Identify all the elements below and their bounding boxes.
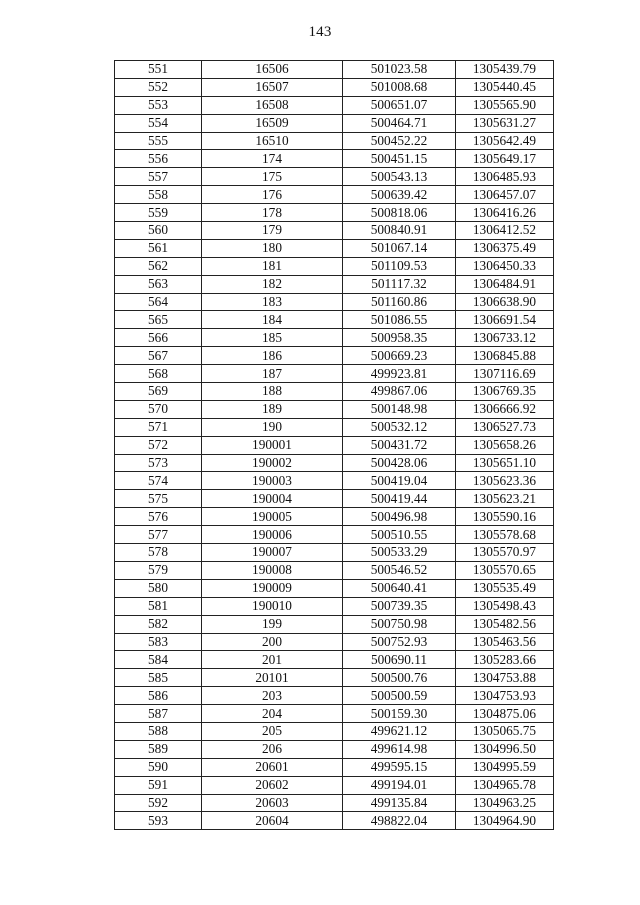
- y-coordinate-cell: 1306638.90: [456, 293, 554, 311]
- table-row: [115, 78, 554, 96]
- table-row: [115, 383, 554, 401]
- table-row: [115, 239, 554, 257]
- coordinates-table: [114, 60, 554, 830]
- point-id-cell: 20601: [202, 758, 343, 776]
- point-id-cell: 16508: [202, 96, 343, 114]
- row-number-cell: 576: [115, 508, 202, 526]
- point-id-cell: 190002: [202, 454, 343, 472]
- x-coordinate-cell: 500159.30: [343, 705, 456, 723]
- y-coordinate-cell: 1306457.07: [456, 186, 554, 204]
- point-id-cell: 190003: [202, 472, 343, 490]
- point-id-cell: 20602: [202, 776, 343, 794]
- point-id-cell: 16510: [202, 132, 343, 150]
- point-id-cell: 205: [202, 722, 343, 740]
- point-id-cell: 20603: [202, 794, 343, 812]
- row-number-cell: 567: [115, 347, 202, 365]
- table-row: [115, 454, 554, 472]
- x-coordinate-cell: 500500.76: [343, 669, 456, 687]
- table-row: [115, 61, 554, 79]
- y-coordinate-cell: 1305065.75: [456, 722, 554, 740]
- x-coordinate-cell: 500818.06: [343, 204, 456, 222]
- y-coordinate-cell: 1304996.50: [456, 740, 554, 758]
- y-coordinate-cell: 1305651.10: [456, 454, 554, 472]
- y-coordinate-cell: 1306484.91: [456, 275, 554, 293]
- y-coordinate-cell: 1305642.49: [456, 132, 554, 150]
- row-number-cell: 587: [115, 705, 202, 723]
- point-id-cell: 186: [202, 347, 343, 365]
- x-coordinate-cell: 499614.98: [343, 740, 456, 758]
- table-row: [115, 687, 554, 705]
- x-coordinate-cell: 499135.84: [343, 794, 456, 812]
- table-row: [115, 436, 554, 454]
- point-id-cell: 201: [202, 651, 343, 669]
- table-row: [115, 597, 554, 615]
- x-coordinate-cell: 500669.23: [343, 347, 456, 365]
- point-id-cell: 176: [202, 186, 343, 204]
- table-row: [115, 400, 554, 418]
- row-number-cell: 563: [115, 275, 202, 293]
- row-number-cell: 555: [115, 132, 202, 150]
- row-number-cell: 552: [115, 78, 202, 96]
- point-id-cell: 190008: [202, 561, 343, 579]
- table-row: [115, 293, 554, 311]
- table-row: [115, 794, 554, 812]
- x-coordinate-cell: 500464.71: [343, 114, 456, 132]
- x-coordinate-cell: 500148.98: [343, 400, 456, 418]
- point-id-cell: 189: [202, 400, 343, 418]
- x-coordinate-cell: 500419.04: [343, 472, 456, 490]
- row-number-cell: 584: [115, 651, 202, 669]
- x-coordinate-cell: 500546.52: [343, 561, 456, 579]
- y-coordinate-cell: 1306527.73: [456, 418, 554, 436]
- x-coordinate-cell: 499867.06: [343, 383, 456, 401]
- row-number-cell: 558: [115, 186, 202, 204]
- row-number-cell: 553: [115, 96, 202, 114]
- page-number: 143: [308, 24, 332, 40]
- y-coordinate-cell: 1306412.52: [456, 222, 554, 240]
- point-id-cell: 182: [202, 275, 343, 293]
- row-number-cell: 577: [115, 526, 202, 544]
- row-number-cell: 565: [115, 311, 202, 329]
- row-number-cell: 571: [115, 418, 202, 436]
- x-coordinate-cell: 498822.04: [343, 812, 456, 830]
- point-id-cell: 200: [202, 633, 343, 651]
- point-id-cell: 190001: [202, 436, 343, 454]
- x-coordinate-cell: 500739.35: [343, 597, 456, 615]
- point-id-cell: 190: [202, 418, 343, 436]
- x-coordinate-cell: 500840.91: [343, 222, 456, 240]
- point-id-cell: 184: [202, 311, 343, 329]
- table-row: [115, 347, 554, 365]
- table-row: [115, 114, 554, 132]
- y-coordinate-cell: 1304995.59: [456, 758, 554, 776]
- x-coordinate-cell: 500428.06: [343, 454, 456, 472]
- x-coordinate-cell: 500431.72: [343, 436, 456, 454]
- point-id-cell: 190007: [202, 544, 343, 562]
- y-coordinate-cell: 1304964.90: [456, 812, 554, 830]
- table-row: [115, 257, 554, 275]
- y-coordinate-cell: 1305631.27: [456, 114, 554, 132]
- row-number-cell: 554: [115, 114, 202, 132]
- table-row: [115, 275, 554, 293]
- x-coordinate-cell: 501109.53: [343, 257, 456, 275]
- row-number-cell: 559: [115, 204, 202, 222]
- point-id-cell: 185: [202, 329, 343, 347]
- row-number-cell: 570: [115, 400, 202, 418]
- row-number-cell: 583: [115, 633, 202, 651]
- row-number-cell: 582: [115, 615, 202, 633]
- row-number-cell: 568: [115, 365, 202, 383]
- point-id-cell: 187: [202, 365, 343, 383]
- row-number-cell: 588: [115, 722, 202, 740]
- row-number-cell: 579: [115, 561, 202, 579]
- x-coordinate-cell: 500750.98: [343, 615, 456, 633]
- x-coordinate-cell: 500639.42: [343, 186, 456, 204]
- row-number-cell: 590: [115, 758, 202, 776]
- point-id-cell: 16506: [202, 61, 343, 79]
- y-coordinate-cell: 1304875.06: [456, 705, 554, 723]
- table-row: [115, 776, 554, 794]
- table-row: [115, 579, 554, 597]
- table-row: [115, 96, 554, 114]
- row-number-cell: 581: [115, 597, 202, 615]
- table-row: [115, 561, 554, 579]
- x-coordinate-cell: 500500.59: [343, 687, 456, 705]
- row-number-cell: 593: [115, 812, 202, 830]
- point-id-cell: 181: [202, 257, 343, 275]
- table-row: [115, 722, 554, 740]
- point-id-cell: 16509: [202, 114, 343, 132]
- y-coordinate-cell: 1306485.93: [456, 168, 554, 186]
- table-row: [115, 758, 554, 776]
- table-row: [115, 311, 554, 329]
- table-body: [115, 61, 554, 830]
- y-coordinate-cell: 1306845.88: [456, 347, 554, 365]
- table-row: [115, 651, 554, 669]
- y-coordinate-cell: 1306691.54: [456, 311, 554, 329]
- row-number-cell: 591: [115, 776, 202, 794]
- x-coordinate-cell: 499923.81: [343, 365, 456, 383]
- y-coordinate-cell: 1305283.66: [456, 651, 554, 669]
- x-coordinate-cell: 501160.86: [343, 293, 456, 311]
- table-row: [115, 150, 554, 168]
- point-id-cell: 20604: [202, 812, 343, 830]
- x-coordinate-cell: 500958.35: [343, 329, 456, 347]
- row-number-cell: 592: [115, 794, 202, 812]
- y-coordinate-cell: 1306733.12: [456, 329, 554, 347]
- point-id-cell: 175: [202, 168, 343, 186]
- y-coordinate-cell: 1305439.79: [456, 61, 554, 79]
- x-coordinate-cell: 501117.32: [343, 275, 456, 293]
- point-id-cell: 188: [202, 383, 343, 401]
- x-coordinate-cell: 500543.13: [343, 168, 456, 186]
- table-row: [115, 365, 554, 383]
- y-coordinate-cell: 1305440.45: [456, 78, 554, 96]
- point-id-cell: 179: [202, 222, 343, 240]
- y-coordinate-cell: 1307116.69: [456, 365, 554, 383]
- y-coordinate-cell: 1306769.35: [456, 383, 554, 401]
- y-coordinate-cell: 1305535.49: [456, 579, 554, 597]
- y-coordinate-cell: 1305498.43: [456, 597, 554, 615]
- x-coordinate-cell: 500452.22: [343, 132, 456, 150]
- row-number-cell: 566: [115, 329, 202, 347]
- x-coordinate-cell: 499621.12: [343, 722, 456, 740]
- row-number-cell: 551: [115, 61, 202, 79]
- y-coordinate-cell: 1304753.93: [456, 687, 554, 705]
- x-coordinate-cell: 500532.12: [343, 418, 456, 436]
- point-id-cell: 190005: [202, 508, 343, 526]
- row-number-cell: 562: [115, 257, 202, 275]
- table-row: [115, 705, 554, 723]
- point-id-cell: 206: [202, 740, 343, 758]
- row-number-cell: 556: [115, 150, 202, 168]
- point-id-cell: 183: [202, 293, 343, 311]
- row-number-cell: 557: [115, 168, 202, 186]
- y-coordinate-cell: 1306416.26: [456, 204, 554, 222]
- row-number-cell: 589: [115, 740, 202, 758]
- point-id-cell: 199: [202, 615, 343, 633]
- point-id-cell: 16507: [202, 78, 343, 96]
- y-coordinate-cell: 1306375.49: [456, 239, 554, 257]
- y-coordinate-cell: 1306450.33: [456, 257, 554, 275]
- table-row: [115, 204, 554, 222]
- table-row: [115, 740, 554, 758]
- row-number-cell: 585: [115, 669, 202, 687]
- x-coordinate-cell: 501008.68: [343, 78, 456, 96]
- y-coordinate-cell: 1305649.17: [456, 150, 554, 168]
- row-number-cell: 586: [115, 687, 202, 705]
- point-id-cell: 180: [202, 239, 343, 257]
- table-row: [115, 472, 554, 490]
- x-coordinate-cell: 500419.44: [343, 490, 456, 508]
- x-coordinate-cell: 501023.58: [343, 61, 456, 79]
- point-id-cell: 174: [202, 150, 343, 168]
- x-coordinate-cell: 500533.29: [343, 544, 456, 562]
- table-row: [115, 132, 554, 150]
- table-row: [115, 633, 554, 651]
- y-coordinate-cell: 1305590.16: [456, 508, 554, 526]
- point-id-cell: 190010: [202, 597, 343, 615]
- y-coordinate-cell: 1305570.97: [456, 544, 554, 562]
- x-coordinate-cell: 501086.55: [343, 311, 456, 329]
- x-coordinate-cell: 499595.15: [343, 758, 456, 776]
- table-row: [115, 544, 554, 562]
- table-row: [115, 329, 554, 347]
- y-coordinate-cell: 1306666.92: [456, 400, 554, 418]
- table-row: [115, 615, 554, 633]
- row-number-cell: 574: [115, 472, 202, 490]
- table-row: [115, 168, 554, 186]
- y-coordinate-cell: 1304963.25: [456, 794, 554, 812]
- y-coordinate-cell: 1305565.90: [456, 96, 554, 114]
- table-row: [115, 526, 554, 544]
- x-coordinate-cell: 500690.11: [343, 651, 456, 669]
- x-coordinate-cell: 500510.55: [343, 526, 456, 544]
- table-row: [115, 490, 554, 508]
- row-number-cell: 580: [115, 579, 202, 597]
- point-id-cell: 190006: [202, 526, 343, 544]
- y-coordinate-cell: 1305578.68: [456, 526, 554, 544]
- y-coordinate-cell: 1305482.56: [456, 615, 554, 633]
- y-coordinate-cell: 1305623.36: [456, 472, 554, 490]
- row-number-cell: 578: [115, 544, 202, 562]
- x-coordinate-cell: 500651.07: [343, 96, 456, 114]
- row-number-cell: 575: [115, 490, 202, 508]
- row-number-cell: 569: [115, 383, 202, 401]
- x-coordinate-cell: 500752.93: [343, 633, 456, 651]
- y-coordinate-cell: 1305658.26: [456, 436, 554, 454]
- row-number-cell: 560: [115, 222, 202, 240]
- x-coordinate-cell: 500640.41: [343, 579, 456, 597]
- point-id-cell: 178: [202, 204, 343, 222]
- table-row: [115, 508, 554, 526]
- point-id-cell: 20101: [202, 669, 343, 687]
- row-number-cell: 573: [115, 454, 202, 472]
- row-number-cell: 561: [115, 239, 202, 257]
- y-coordinate-cell: 1304753.88: [456, 669, 554, 687]
- table-row: [115, 186, 554, 204]
- row-number-cell: 564: [115, 293, 202, 311]
- y-coordinate-cell: 1305463.56: [456, 633, 554, 651]
- x-coordinate-cell: 500496.98: [343, 508, 456, 526]
- y-coordinate-cell: 1305623.21: [456, 490, 554, 508]
- x-coordinate-cell: 501067.14: [343, 239, 456, 257]
- y-coordinate-cell: 1305570.65: [456, 561, 554, 579]
- x-coordinate-cell: 500451.15: [343, 150, 456, 168]
- point-id-cell: 190009: [202, 579, 343, 597]
- table-row: [115, 812, 554, 830]
- table-row: [115, 222, 554, 240]
- point-id-cell: 204: [202, 705, 343, 723]
- x-coordinate-cell: 499194.01: [343, 776, 456, 794]
- table-row: [115, 418, 554, 436]
- row-number-cell: 572: [115, 436, 202, 454]
- table-row: [115, 669, 554, 687]
- point-id-cell: 190004: [202, 490, 343, 508]
- y-coordinate-cell: 1304965.78: [456, 776, 554, 794]
- point-id-cell: 203: [202, 687, 343, 705]
